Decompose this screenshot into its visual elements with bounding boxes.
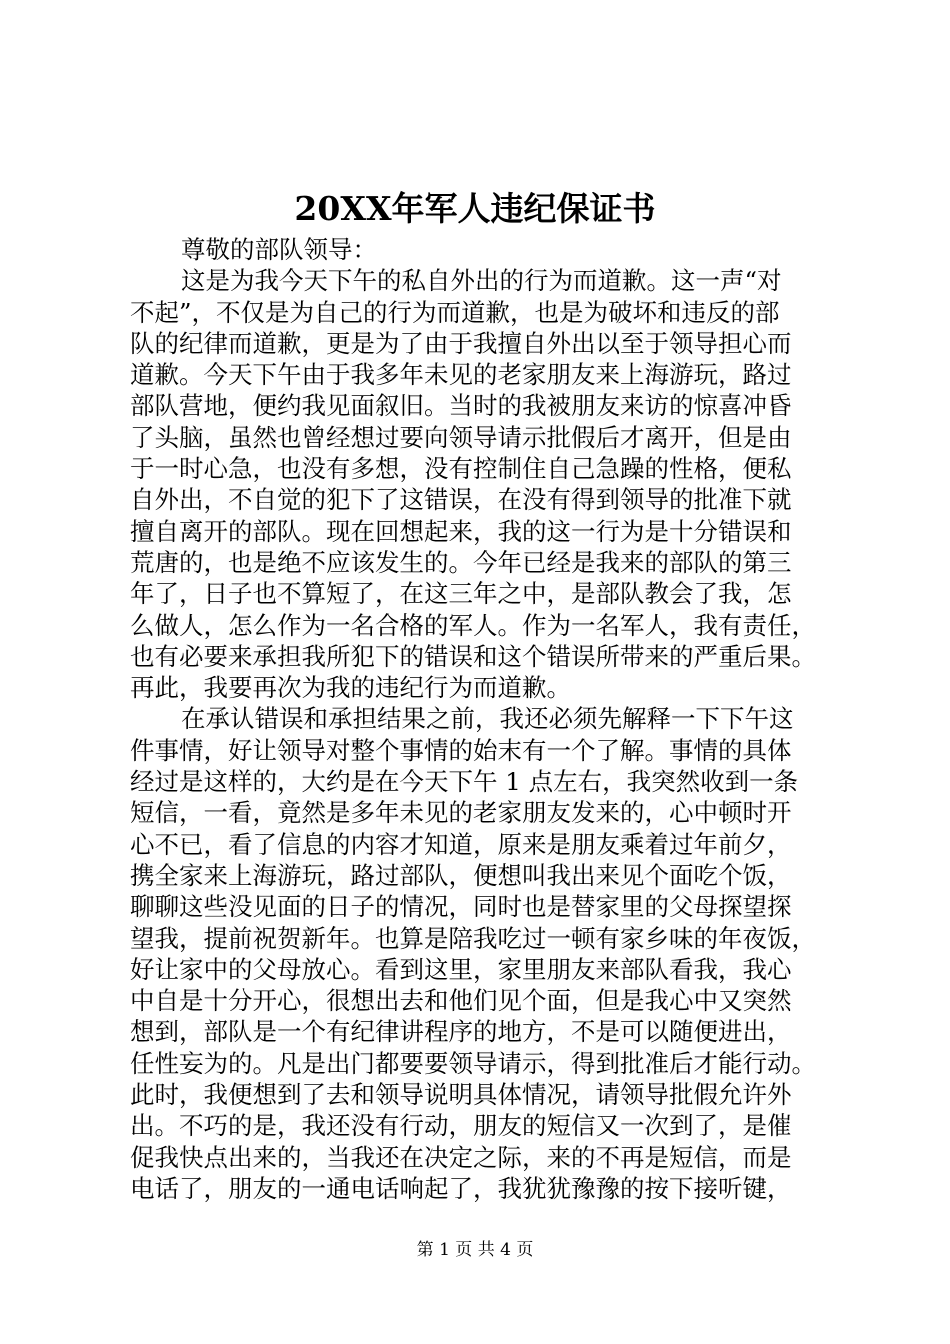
text-line: 荒唐的，也是绝不应该发生的。今年已经是我来的部队的第三 (130, 547, 792, 577)
text-line: 件事情，好让领导对整个事情的始末有一个了解。事情的具体 (130, 735, 792, 765)
text-line: 不起”，不仅是为自己的行为而道歉，也是为破坏和违反的部 (130, 297, 780, 327)
text-line: 么做人，怎么作为一名合格的军人。作为一名军人，我有责任， (130, 610, 816, 640)
page-footer: 第 1 页 共 4 页 (416, 1240, 534, 1260)
text-line: 于一时心急，也没有多想，没有控制住自己急躁的性格，便私 (130, 454, 792, 484)
text-line: 心不已，看了信息的内容才知道，原来是朋友乘着过年前夕， (130, 829, 792, 859)
text-line: 出。不巧的是，我还没有行动，朋友的短信又一次到了，是催 (130, 1111, 792, 1141)
text-line: 聊聊这些没见面的日子的情况，同时也是替家里的父母探望探 (130, 892, 792, 922)
text-line: 也有必要来承担我所犯下的错误和这个错误所带来的严重后果。 (130, 641, 816, 671)
text-line: 携全家来上海游玩，路过部队，便想叫我出来见个面吃个饭， (130, 860, 792, 890)
text-line: 促我快点出来的，当我还在决定之际，来的不再是短信，而是 (130, 1142, 792, 1172)
text-line: 在承认错误和承担结果之前，我还必须先解释一下下午这 (181, 704, 794, 734)
text-line: 此时，我便想到了去和领导说明具体情况，请领导批假允许外 (130, 1080, 792, 1110)
text-line: 部队营地，便约我见面叙旧。当时的我被朋友来访的惊喜冲昏 (130, 391, 792, 421)
text-line: 中自是十分开心，很想出去和他们见个面，但是我心中又突然 (130, 986, 792, 1016)
text-line: 擅自离开的部队。现在回想起来，我的这一行为是十分错误和 (130, 516, 792, 546)
text-line: 经过是这样的，大约是在今天下午 1 点左右，我突然收到一条 (130, 767, 799, 797)
text-line: 想到，部队是一个有纪律讲程序的地方，不是可以随便进出， (130, 1017, 792, 1047)
text-line: 望我，提前祝贺新年。也算是陪我吃过一顿有家乡味的年夜饭， (130, 923, 816, 953)
document-body (130, 234, 865, 1204)
text-line: 电话了，朋友的一通电话响起了，我犹犹豫豫的按下接听键， (130, 1173, 792, 1203)
text-line: 任性妄为的。凡是出门都要要领导请示，得到批准后才能行动。 (130, 1048, 816, 1078)
text-line: 短信，一看，竟然是多年未见的老家朋友发来的，心中顿时开 (130, 798, 792, 828)
text-line: 道歉。今天下午由于我多年未见的老家朋友来上海游玩，路过 (130, 360, 792, 390)
text-line: 好让家中的父母放心。看到这里，家里朋友来部队看我，我心 (130, 954, 792, 984)
text-line: 这是为我今天下午的私自外出的行为而道歉。这一声“对 (181, 266, 782, 296)
text-line: 年了，日子也不算短了，在这三年之中，是部队教会了我，怎 (130, 579, 792, 609)
text-line: 自外出，不自觉的犯下了这错误，在没有得到领导的批准下就 (130, 485, 792, 515)
text-line: 了头脑，虽然也曾经想过要向领导请示批假后才离开，但是由 (130, 422, 792, 452)
text-line: 尊敬的部队领导： (181, 235, 377, 264)
document-title: 20XX年军人违纪保证书 (294, 189, 656, 228)
text-line: 队的纪律而道歉，更是为了由于我擅自外出以至于领导担心而 (130, 328, 792, 358)
text-line: 再此，我要再次为我的违纪行为而道歉。 (130, 673, 571, 703)
